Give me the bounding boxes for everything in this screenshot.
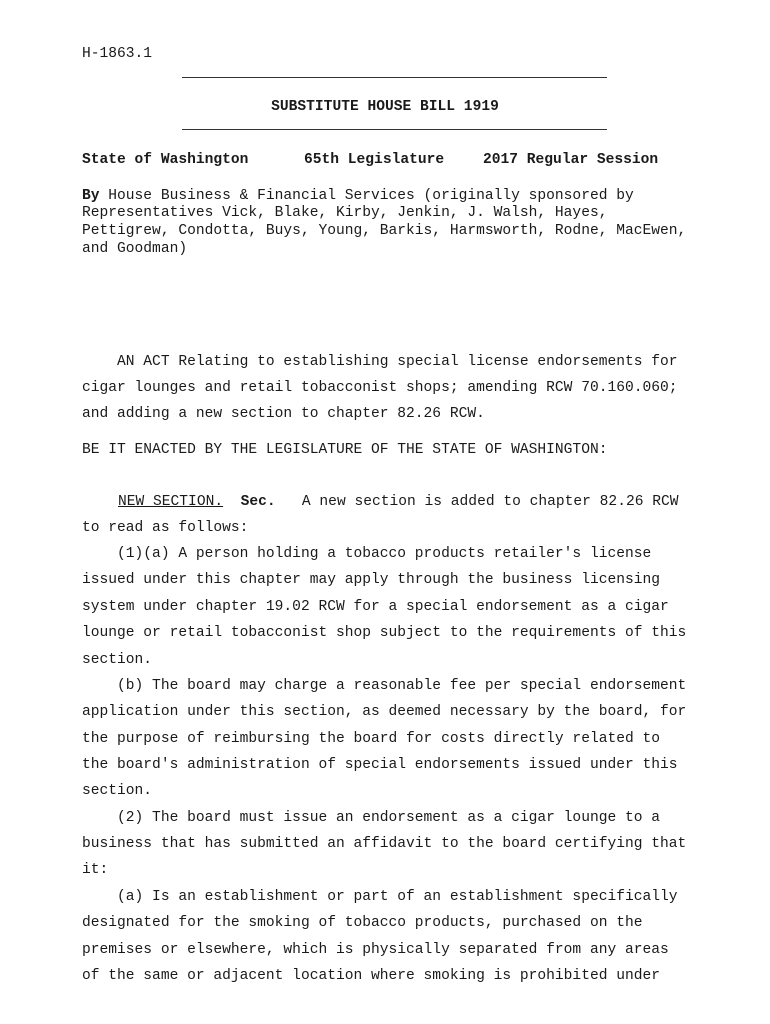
by-label: By	[82, 188, 100, 204]
section-line: business that has submitted an affidavit to the board certifying that	[82, 836, 687, 852]
document-id: H-1863.1	[82, 46, 153, 62]
new-section-label: NEW SECTION.	[118, 494, 224, 510]
legislature-label: 65th Legislature	[304, 152, 445, 168]
section-line: premises or elsewhere, which is physically separated from any areas	[82, 942, 669, 958]
sponsor-text-1: House Business & Financial Services (originally sponsored by	[99, 188, 634, 204]
section-line: section.	[82, 783, 153, 799]
section-heading	[118, 494, 679, 510]
section-line: the purpose of reimbursing the board for costs directly related to	[82, 731, 661, 747]
sec-label: Sec.	[240, 494, 276, 510]
act-line-1: AN ACT Relating to establishing special license endorsements for	[82, 354, 678, 370]
section-line: application under this section, as deemed necessary by the board, for	[82, 704, 687, 720]
section-line: the board's administration of special endorsements issued under this	[82, 757, 678, 773]
title-rule-top	[182, 77, 607, 78]
sponsor-line-2: Representatives Vick, Blake, Kirby, Jenkin, J. Walsh, Hayes,	[82, 205, 608, 221]
section-line: (a) Is an establishment or part of an establishment specifically	[82, 889, 678, 905]
section-line: section.	[82, 652, 153, 668]
section-line: issued under this chapter may apply through the business licensing	[82, 572, 661, 588]
sponsor-line-3: Pettigrew, Condotta, Buys, Young, Barkis, Harmsworth, Rodne, MacEwen,	[82, 223, 687, 239]
enacting-clause: BE IT ENACTED BY THE LEGISLATURE OF THE STATE OF WASHINGTON:	[82, 442, 608, 458]
state-label: State of Washington	[82, 152, 249, 168]
section-line: (2) The board must issue an endorsement as a cigar lounge to a	[82, 810, 661, 826]
section-line: system under chapter 19.02 RCW for a special endorsement as a cigar	[82, 599, 669, 615]
section-intro: A new section is added to chapter 82.26 RCW	[275, 494, 679, 510]
section-line: lounge or retail tobacconist shop subject to the requirements of this	[82, 625, 687, 641]
section-line: to read as follows:	[82, 520, 249, 536]
section-line: (1)(a) A person holding a tobacco products retailer's license	[82, 546, 652, 562]
title-rule-bottom	[182, 129, 607, 130]
session-label: 2017 Regular Session	[483, 152, 659, 168]
section-line: (b) The board may charge a reasonable fee per special endorsement	[82, 678, 687, 694]
section-line: it:	[82, 862, 109, 878]
act-line-3: and adding a new section to chapter 82.26 RCW.	[82, 406, 485, 422]
sponsor-line-1	[82, 188, 634, 204]
section-line: of the same or adjacent location where smoking is prohibited under	[82, 968, 661, 984]
bill-title: SUBSTITUTE HOUSE BILL 1919	[271, 99, 499, 115]
sponsor-line-4: and Goodman)	[82, 241, 188, 257]
act-line-2: cigar lounges and retail tobacconist shops; amending RCW 70.160.060;	[82, 380, 678, 396]
section-line: designated for the smoking of tobacco products, purchased on the	[82, 915, 643, 931]
